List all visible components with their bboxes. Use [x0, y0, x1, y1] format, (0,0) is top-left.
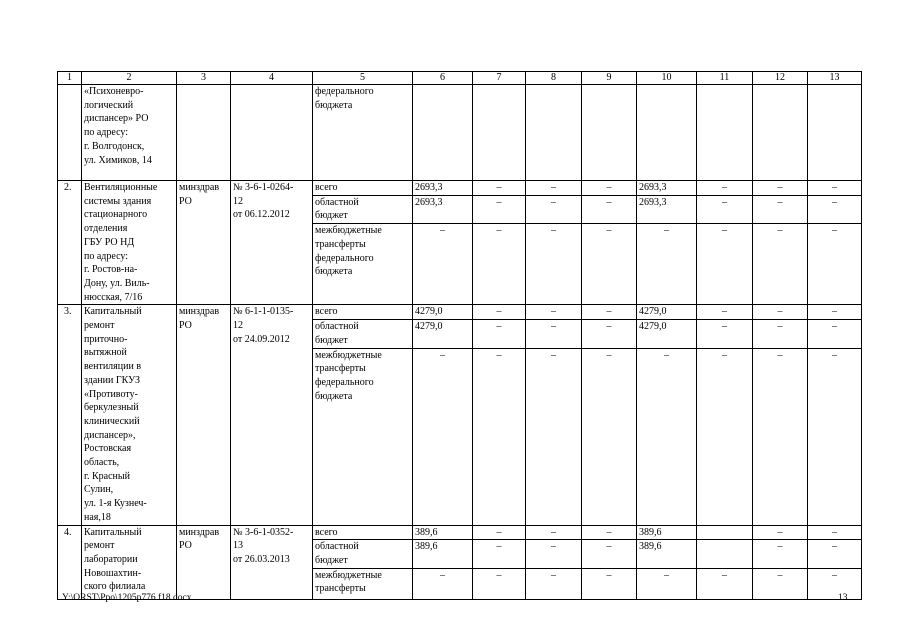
value-cell: –: [582, 320, 637, 349]
value-cell: –: [582, 305, 637, 320]
value-cell: [753, 85, 808, 181]
table-row: [58, 85, 862, 181]
value-cell: –: [582, 195, 637, 223]
column-header: 12: [753, 72, 808, 85]
value-cell: –: [808, 181, 862, 196]
value-cell: –: [473, 568, 526, 599]
value-cell: 4279,0: [413, 305, 473, 320]
value-cell: –: [753, 320, 808, 349]
value-cell: –: [808, 568, 862, 599]
value-cell: –: [473, 224, 526, 305]
value-cell: –: [697, 305, 753, 320]
object-name-cell: Вентиляционные системы здания стационарного отделения ГБУ РО НД по адресу: г. Ростов-на- Дону, ул. Виль- нюсская, 7/16: [82, 181, 177, 305]
value-cell: 4279,0: [413, 320, 473, 349]
value-cell: –: [473, 540, 526, 568]
value-cell: –: [697, 320, 753, 349]
value-cell: –: [697, 568, 753, 599]
value-cell: 4279,0: [637, 320, 697, 349]
value-cell: –: [808, 195, 862, 223]
value-cell: –: [753, 224, 808, 305]
value-cell: –: [753, 305, 808, 320]
value-cell: –: [582, 181, 637, 196]
value-cell: –: [473, 195, 526, 223]
value-cell: –: [473, 305, 526, 320]
value-cell: 389,6: [637, 540, 697, 568]
value-cell: 389,6: [413, 540, 473, 568]
value-cell: –: [413, 348, 473, 525]
source-cell: межбюджетные трансферты: [313, 568, 413, 599]
row-number-cell: 2.: [58, 181, 82, 305]
column-header: 10: [637, 72, 697, 85]
value-cell: –: [753, 540, 808, 568]
value-cell: [582, 85, 637, 181]
header-row: [58, 72, 862, 85]
value-cell: –: [526, 305, 582, 320]
value-cell: [808, 85, 862, 181]
source-cell: межбюджетные трансферты федерального бюджета: [313, 224, 413, 305]
value-cell: –: [697, 348, 753, 525]
value-cell: [697, 540, 753, 568]
source-cell: всего: [313, 525, 413, 540]
value-cell: –: [582, 348, 637, 525]
agency-cell: минздрав РО: [177, 181, 231, 305]
value-cell: –: [473, 320, 526, 349]
value-cell: –: [808, 525, 862, 540]
value-cell: –: [753, 195, 808, 223]
object-name-cell: «Психоневро- логический диспансер» РО по адресу: г. Волгодонск, ул. Химиков, 14: [82, 85, 177, 181]
object-name-cell: Капитальный ремонт приточно- вытяжной вентиляции в здании ГКУЗ «Противоту- беркулезный клинический диспансер», Ростовская область, г. Красный Сулин, ул. 1-я Кузнеч- ная,18: [82, 305, 177, 525]
value-cell: –: [413, 224, 473, 305]
source-cell: всего: [313, 305, 413, 320]
source-cell: областной бюджет: [313, 540, 413, 568]
value-cell: –: [526, 540, 582, 568]
value-cell: –: [526, 181, 582, 196]
value-cell: –: [582, 525, 637, 540]
value-cell: [637, 85, 697, 181]
value-cell: –: [808, 540, 862, 568]
value-cell: 2693,3: [637, 195, 697, 223]
value-cell: –: [526, 320, 582, 349]
value-cell: –: [697, 224, 753, 305]
budget-table: [57, 71, 862, 600]
value-cell: –: [753, 568, 808, 599]
value-cell: 4279,0: [637, 305, 697, 320]
value-cell: –: [526, 525, 582, 540]
value-cell: 2693,3: [637, 181, 697, 196]
value-cell: –: [808, 305, 862, 320]
column-header: 2: [82, 72, 177, 85]
column-header: 3: [177, 72, 231, 85]
document-cell: № 3-6-1-0352- 13 от 26.03.2013: [231, 525, 313, 599]
value-cell: –: [753, 525, 808, 540]
document-cell: № 3-6-1-0264- 12 от 06.12.2012: [231, 181, 313, 305]
value-cell: –: [808, 348, 862, 525]
value-cell: 389,6: [637, 525, 697, 540]
agency-cell: минздрав РО: [177, 305, 231, 525]
value-cell: –: [697, 195, 753, 223]
file-path: Y:\ORST\Ppo\1205p776.f18.docx: [62, 593, 192, 603]
value-cell: –: [753, 348, 808, 525]
value-cell: –: [473, 348, 526, 525]
document-cell: № 6-1-1-0135- 12 от 24.09.2012: [231, 305, 313, 525]
value-cell: –: [473, 181, 526, 196]
value-cell: –: [808, 224, 862, 305]
value-cell: –: [526, 224, 582, 305]
source-cell: федерального бюджета: [313, 85, 413, 181]
value-cell: [413, 85, 473, 181]
column-header: 6: [413, 72, 473, 85]
value-cell: –: [526, 568, 582, 599]
agency-cell: [177, 85, 231, 181]
table-row: [58, 305, 862, 320]
value-cell: –: [413, 568, 473, 599]
value-cell: [473, 85, 526, 181]
column-header: 9: [582, 72, 637, 85]
value-cell: –: [637, 348, 697, 525]
value-cell: 2693,3: [413, 195, 473, 223]
column-header: 11: [697, 72, 753, 85]
column-header: 1: [58, 72, 82, 85]
value-cell: [697, 85, 753, 181]
value-cell: –: [582, 540, 637, 568]
value-cell: –: [473, 525, 526, 540]
row-number-cell: 3.: [58, 305, 82, 525]
value-cell: 389,6: [413, 525, 473, 540]
value-cell: –: [637, 224, 697, 305]
agency-cell: минздрав РО: [177, 525, 231, 599]
value-cell: [526, 85, 582, 181]
object-name-cell: Капитальный ремонт лаборатории Новошахтин- ского филиала: [82, 525, 177, 599]
column-header: 13: [808, 72, 862, 85]
value-cell: 2693,3: [413, 181, 473, 196]
document-cell: [231, 85, 313, 181]
source-cell: межбюджетные трансферты федерального бюджета: [313, 348, 413, 525]
table-row: [58, 525, 862, 540]
column-header: 7: [473, 72, 526, 85]
source-cell: областной бюджет: [313, 195, 413, 223]
source-cell: всего: [313, 181, 413, 196]
table-row: [58, 181, 862, 196]
value-cell: [697, 525, 753, 540]
value-cell: –: [753, 181, 808, 196]
column-header: 5: [313, 72, 413, 85]
value-cell: –: [582, 224, 637, 305]
value-cell: –: [637, 568, 697, 599]
value-cell: –: [582, 568, 637, 599]
value-cell: –: [526, 348, 582, 525]
column-header: 4: [231, 72, 313, 85]
row-number-cell: [58, 85, 82, 181]
source-cell: областной бюджет: [313, 320, 413, 349]
value-cell: –: [697, 181, 753, 196]
value-cell: –: [526, 195, 582, 223]
page-number: 13: [838, 593, 848, 603]
column-header: 8: [526, 72, 582, 85]
row-number-cell: 4.: [58, 525, 82, 599]
value-cell: –: [808, 320, 862, 349]
